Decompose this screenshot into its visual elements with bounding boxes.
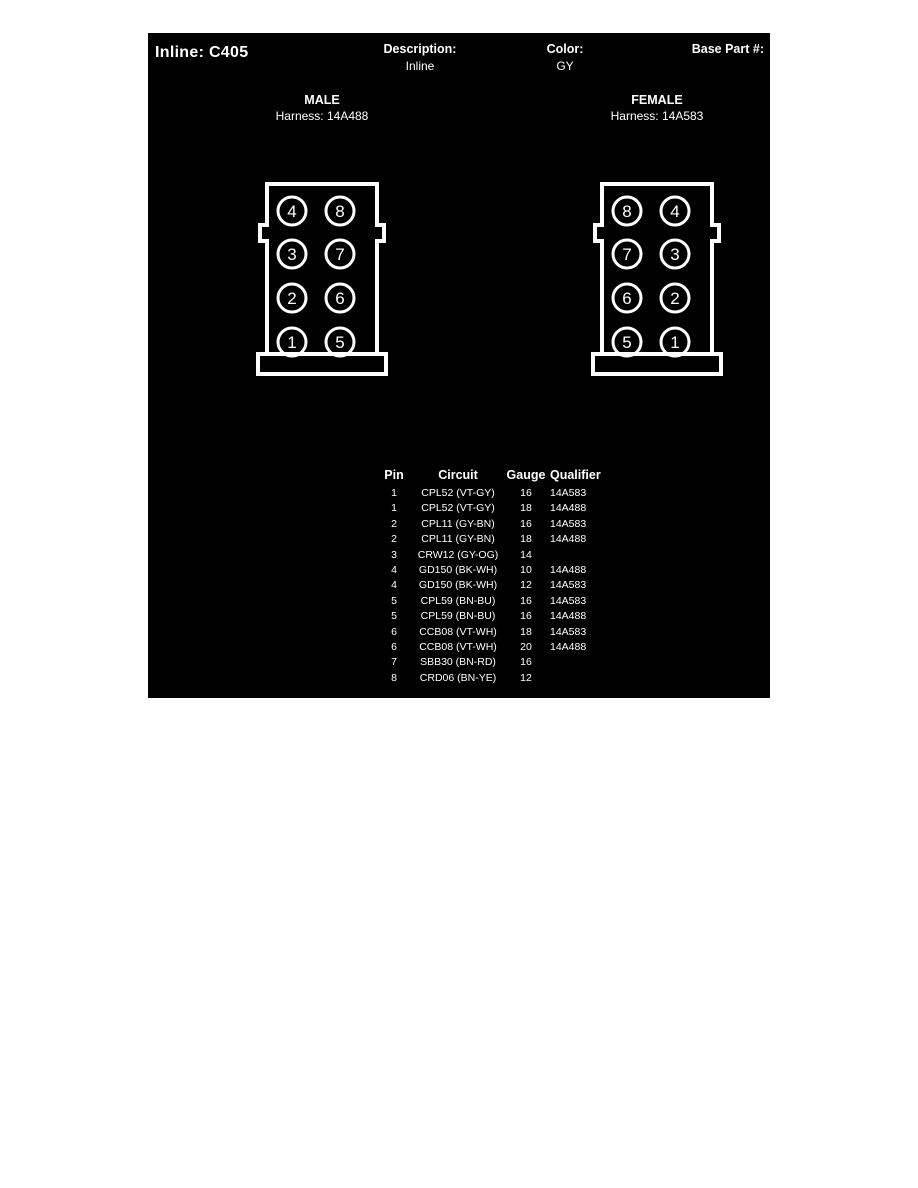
- base-part-label: Base Part #:: [691, 42, 764, 56]
- cell-pin: 6: [391, 625, 397, 638]
- pin-number-8: 8: [622, 202, 632, 221]
- cell-circuit: CRD06 (BN-YE): [419, 671, 497, 684]
- header-circuit: Circuit: [438, 468, 478, 482]
- cell-qualifier: 14A488: [550, 502, 587, 515]
- cell-circuit: CPL59 (BN-BU): [420, 610, 496, 623]
- cell-pin: 1: [391, 502, 397, 515]
- pin-number-1: 1: [287, 333, 297, 352]
- connector-flange-outline: [258, 354, 386, 374]
- cell-circuit: CRW12 (GY-OG): [417, 548, 499, 561]
- cell-pin: 2: [391, 517, 397, 530]
- cell-pin: 5: [391, 610, 397, 623]
- cell-circuit: CPL59 (BN-BU): [420, 594, 496, 607]
- cell-qualifier: 14A488: [550, 640, 587, 653]
- header-pin: Pin: [384, 468, 404, 482]
- cell-circuit: CPL52 (VT-GY): [421, 502, 495, 515]
- pin-number-1: 1: [670, 333, 680, 352]
- female-harness-text: Harness: 14A583: [610, 109, 704, 123]
- female-connector-label: [591, 93, 723, 123]
- female-label-text: FEMALE: [631, 93, 683, 107]
- connector-sheet-panel: [148, 33, 770, 698]
- cell-qualifier: 14A583: [550, 594, 587, 607]
- cell-gauge: 20: [520, 640, 532, 653]
- pin-number-2: 2: [287, 289, 297, 308]
- pin-number-4: 4: [670, 202, 680, 221]
- cell-pin: 4: [391, 579, 397, 592]
- male-connector-figure: [256, 181, 388, 384]
- male-harness-text: Harness: 14A488: [275, 109, 369, 123]
- cell-qualifier: [546, 548, 616, 563]
- cell-pin: 1: [391, 487, 397, 499]
- pin-number-5: 5: [335, 333, 345, 352]
- male-label-text: MALE: [304, 93, 340, 107]
- pin-number-7: 7: [335, 245, 345, 264]
- cell-qualifier: 14A583: [550, 579, 587, 592]
- female-connector-figure: [591, 181, 723, 384]
- description-block: [384, 42, 457, 73]
- cell-pin: 2: [391, 533, 397, 546]
- cell-circuit: GD150 (BK-WH): [418, 579, 498, 592]
- connector-flange-outline: [593, 354, 721, 374]
- cell-gauge: 16: [520, 594, 532, 607]
- cell-gauge: 16: [520, 610, 532, 623]
- pin-number-3: 3: [670, 245, 680, 264]
- pin-number-3: 3: [287, 245, 297, 264]
- cell-circuit: CCB08 (VT-WH): [419, 640, 497, 653]
- cell-gauge: 14: [520, 548, 532, 561]
- cell-gauge: 12: [520, 671, 532, 684]
- description-value: Inline: [405, 59, 435, 73]
- pin-number-6: 6: [335, 289, 345, 308]
- cell-qualifier: 14A583: [550, 517, 587, 530]
- cell-pin: 4: [391, 563, 397, 576]
- male-connector-label: [256, 93, 388, 123]
- cell-circuit: CPL52 (VT-GY): [421, 487, 495, 499]
- cell-gauge: 18: [520, 533, 532, 546]
- color-value: GY: [556, 59, 574, 73]
- cell-pin: 6: [391, 640, 397, 653]
- cell-circuit: GD150 (BK-WH): [418, 563, 498, 576]
- header-qualifier: Qualifier: [550, 468, 601, 482]
- cell-pin: 7: [391, 656, 397, 669]
- cell-pin: 3: [391, 548, 397, 561]
- pin-number-8: 8: [335, 202, 345, 221]
- cell-qualifier: 14A488: [550, 563, 587, 576]
- pinout-table: [378, 466, 616, 686]
- cell-gauge: 16: [520, 517, 532, 530]
- cell-circuit: CCB08 (VT-WH): [419, 625, 497, 638]
- color-label: Color:: [546, 42, 584, 56]
- cell-circuit: SBB30 (BN-RD): [420, 656, 496, 669]
- pin-number-6: 6: [622, 289, 632, 308]
- cell-gauge: 10: [520, 563, 532, 576]
- cell-qualifier: 14A488: [550, 533, 587, 546]
- cell-gauge: 12: [520, 579, 532, 592]
- header-gauge: Gauge: [506, 468, 546, 482]
- cell-circuit: CPL11 (GY-BN): [421, 517, 495, 530]
- description-label: Description:: [383, 42, 457, 56]
- pin-number-7: 7: [622, 245, 632, 264]
- pin-number-4: 4: [287, 202, 297, 221]
- cell-qualifier: 14A488: [550, 610, 587, 623]
- cell-qualifier: [546, 671, 616, 686]
- cell-qualifier: 14A583: [550, 625, 587, 638]
- cell-gauge: 18: [520, 502, 532, 515]
- cell-qualifier: 14A583: [550, 487, 587, 499]
- page-title: Inline: C405: [155, 44, 249, 61]
- cell-pin: 8: [391, 671, 397, 684]
- cell-pin: 5: [391, 594, 397, 607]
- cell-gauge: 18: [520, 625, 532, 638]
- cell-gauge: 16: [520, 487, 532, 499]
- cell-circuit: CPL11 (GY-BN): [421, 533, 495, 546]
- cell-gauge: 16: [520, 656, 532, 669]
- color-block: [547, 42, 584, 73]
- pin-number-5: 5: [622, 333, 632, 352]
- cell-qualifier: [546, 655, 616, 670]
- pin-number-2: 2: [670, 289, 680, 308]
